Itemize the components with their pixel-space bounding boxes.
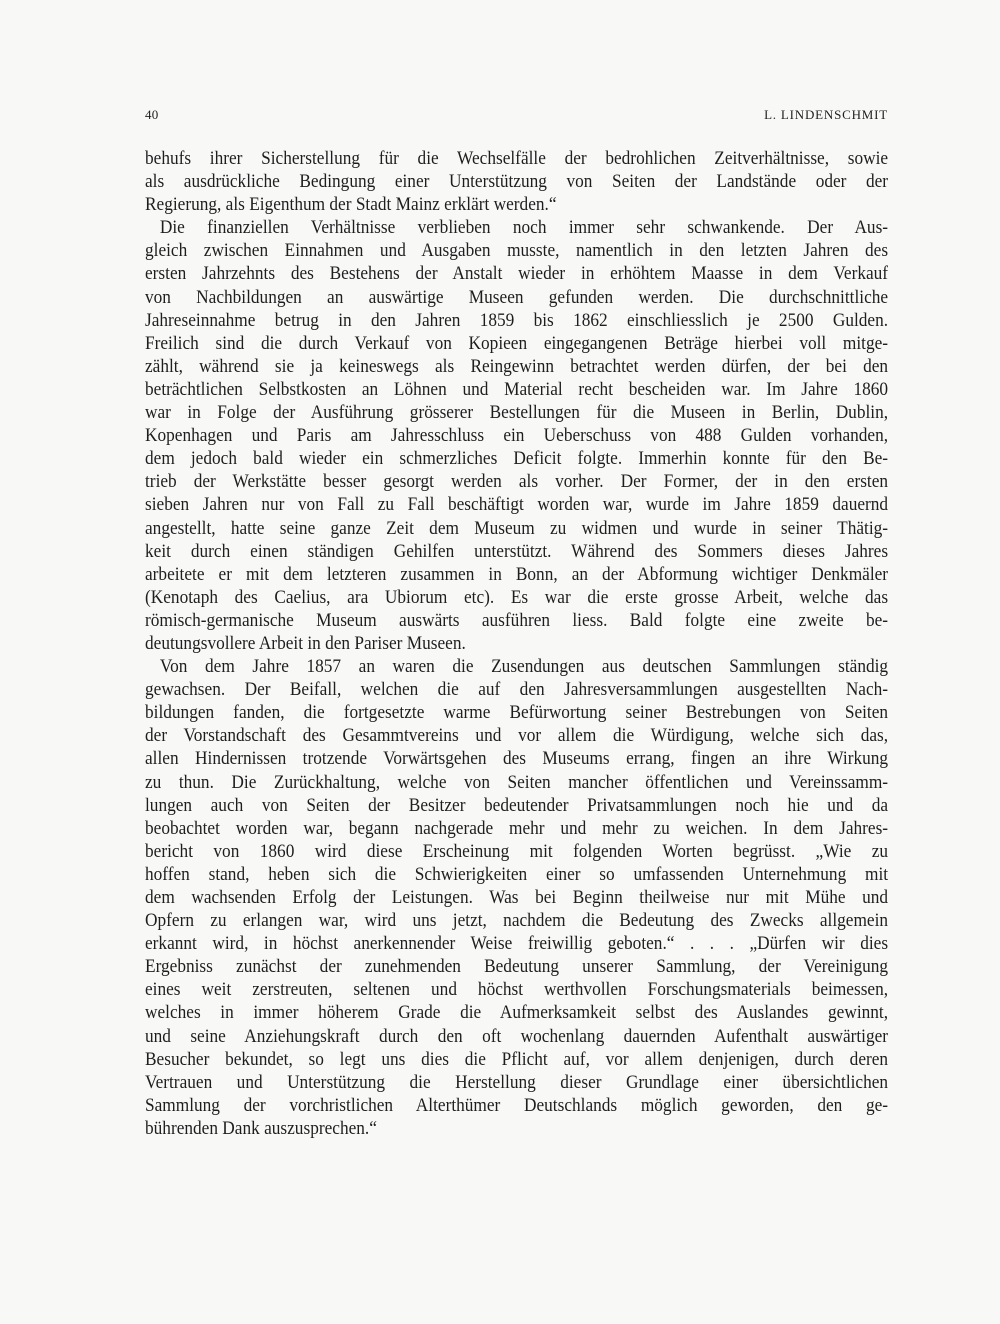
text-line: Vertrauen und Unterstützung die Herstellung dieser Grundlage einer übersichtlichen [145, 1071, 889, 1093]
text-line: (Kenotaph des Caelius, ara Ubiorum etc). Es war die erste grosse Arbeit, welche das [145, 586, 889, 608]
text-line: Regierung, als Eigenthum der Stadt Mainz erklärt werden.“ [145, 194, 557, 216]
text-line: welches in immer höherem Grade die Aufmerksamkeit selbst des Auslandes gewinnt, [145, 1002, 889, 1024]
text-line: Opfern zu erlangen war, wird uns jetzt, nachdem die Bedeutung des Zwecks allgemein [145, 910, 889, 932]
text-line: bührenden Dank auszusprechen.“ [145, 1117, 377, 1139]
text-line: trieb der Werkstätte besser gesorgt werden als vorher. Der Former, der in den ersten [145, 471, 889, 493]
paragraph [145, 655, 888, 1140]
text-line: der Vorstandschaft des Gesammtvereins und vor allem die Würdigung, welche sich das, [145, 725, 889, 747]
text-line: gleich zwischen Einnahmen und Ausgaben musste, namentlich in den letzten Jahren des [145, 240, 889, 262]
text-line: keit durch einen ständigen Gehilfen unterstützt. Während des Sommers dieses Jahres [145, 540, 889, 562]
page-number: 40 [145, 107, 159, 122]
text-line: dem wachsenden Erfolg der Leistungen. Was bei Beginn theilweise nur mit Mühe und [145, 887, 889, 908]
paragraph [145, 216, 888, 655]
text-line: dem jedoch bald wieder ein schmerzliches Deficit folgte. Immerhin konnte für den Be- [145, 448, 889, 470]
text-line: bildungen fanden, die fortgesetzte warme Befürwortung seiner Bestrebungen von Seiten [145, 702, 889, 724]
text-line: gewachsen. Der Beifall, welchen die auf den Jahresversammlungen ausgestellten Nach- [145, 679, 889, 701]
text-line: bericht von 1860 wird diese Erscheinung mit folgenden Worten begrüsst. „Wie zu [145, 840, 889, 862]
text-line: erkannt wird, in höchst anerkennender Weise freiwillig geboten.“ . . . „Dürfen wir dies [145, 933, 889, 955]
text-line: lungen auch von Seiten der Besitzer bedeutender Privatsammlungen noch hie und da [145, 794, 889, 816]
text-line: allen Hindernissen trotzende Vorwärtsgehen des Museums errang, fingen an ihre Wirkung [145, 748, 889, 770]
text-line: ersten Jahrzehnts des Bestehens der Anstalt wieder in erhöhtem Maasse in dem Verkauf [145, 263, 889, 285]
body-text [145, 147, 888, 1140]
running-title: L. LINDENSCHMIT [764, 107, 888, 122]
text-line: und seine Anziehungskraft durch den oft wochenlang dauernden Aufenthalt auswärtiger [145, 1025, 889, 1047]
text-line: behufs ihrer Sicherstellung für die Wechselfälle der bedrohlichen Zeitverhältnisse, sowie [145, 148, 889, 169]
text-line: Besucher bekundet, so legt uns dies die Pflicht auf, vor allem denjenigen, durch deren [145, 1048, 889, 1070]
text-line: zählt, während sie ja keineswegs als Reingewinn betrachtet werden dürfen, der bei den [145, 355, 889, 377]
text-line: arbeitete er mit dem letzteren zusammen in Bonn, an der Abformung wichtiger Denkmäler [145, 563, 889, 585]
text-line: beträchtlichen Selbstkosten an Löhnen und Material recht bescheiden war. Im Jahre 1860 [145, 378, 889, 400]
text-line: Von dem Jahre 1857 an waren die Zusendungen aus deutschen Sammlungen ständig [159, 656, 889, 678]
text-line: Die finanziellen Verhältnisse verblieben noch immer sehr schwankende. Der Aus- [159, 217, 889, 239]
text-line: Sammlung der vorchristlichen Alterthümer Deutschlands möglich geworden, den ge- [145, 1094, 889, 1116]
text-line: angestellt, hatte seine ganze Zeit dem Museum zu widmen und wurde in seiner Thätig- [145, 517, 889, 539]
text-line: Freilich sind die durch Verkauf von Kopieen eingegangenen Beträge hierbei voll mitge- [145, 332, 889, 354]
text-line: hoffen stand, heben sich die Schwierigkeiten einer so umfassenden Unternehmung mit [145, 863, 889, 885]
text-line: Ergebniss zunächst der zunehmenden Bedeutung unserer Sammlung, der Vereinigung [145, 956, 889, 978]
text-line: eines weit zerstreuten, seltenen und höchst werthvollen Forschungsmaterials beimessen, [145, 979, 889, 1001]
text-line: beobachtet worden war, begann nachgerade mehr und mehr zu weichen. In dem Jahres- [145, 817, 889, 839]
text-line: Kopenhagen und Paris am Jahresschluss ein Ueberschuss von 488 Gulden vorhanden, [145, 425, 889, 447]
text-line: war in Folge der Ausführung grösserer Bestellungen für die Museen in Berlin, Dublin, [145, 402, 889, 424]
text-line: römisch-germanische Museum auswärts ausführen liess. Bald folgte eine zweite be- [145, 609, 889, 631]
text-line: Jahreseinnahme betrug in den Jahren 1859 bis 1862 einschliesslich je 2500 Gulden. [145, 309, 889, 331]
paragraph [145, 147, 888, 216]
text-line: zu thun. Die Zurückhaltung, welche von Seiten mancher öffentlichen und Vereinssamm- [145, 771, 889, 793]
text-line: sieben Jahren nur von Fall zu Fall beschäftigt worden war, wurde im Jahre 1859 dauernd [145, 494, 889, 516]
text-line: von Nachbildungen an auswärtige Museen gefunden werden. Die durchschnittliche [145, 286, 889, 308]
text-line: als ausdrückliche Bedingung einer Unterstützung von Seiten der Landstände oder der [145, 171, 889, 193]
running-head [145, 107, 888, 125]
text-line: deutungsvollere Arbeit in den Pariser Museen. [145, 632, 466, 654]
